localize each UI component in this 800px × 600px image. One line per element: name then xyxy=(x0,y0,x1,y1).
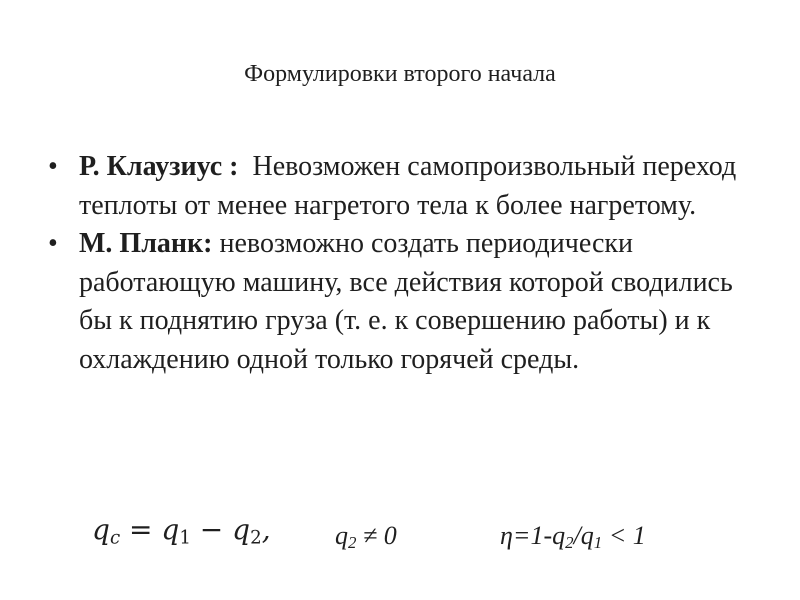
bullet-author: М. Планк: xyxy=(79,228,213,259)
bullet-author: Р. Клаузиус : xyxy=(79,151,239,182)
bullet-text: Невозможен самопроизвольный переход теплоты от менее нагретого тела к более нагретому. xyxy=(79,151,744,221)
bullet-text: невозможно создать периодически работающую машину, все действия которой сводились бы к поднятию груза (т. е. к совершению работы) и к охлаждению одной только горячей среды. xyxy=(79,228,740,375)
bullet-icon: • xyxy=(48,228,58,259)
slide-title: Формулировки второго начала xyxy=(244,61,556,87)
bullet-clausius xyxy=(44,148,744,225)
formula-heat-balance: $q_c = q_1 - q_2$, xyxy=(92,513,271,549)
formula-q2-nonzero: $q_2 \ne 0$ xyxy=(335,521,397,553)
formula-efficiency: $\eta=1-q_2/q_1 < 1$ xyxy=(500,521,646,553)
bullet-icon: • xyxy=(48,151,58,182)
bullet-list xyxy=(44,148,744,379)
bullet-planck xyxy=(44,225,744,379)
formula-row xyxy=(0,510,800,560)
